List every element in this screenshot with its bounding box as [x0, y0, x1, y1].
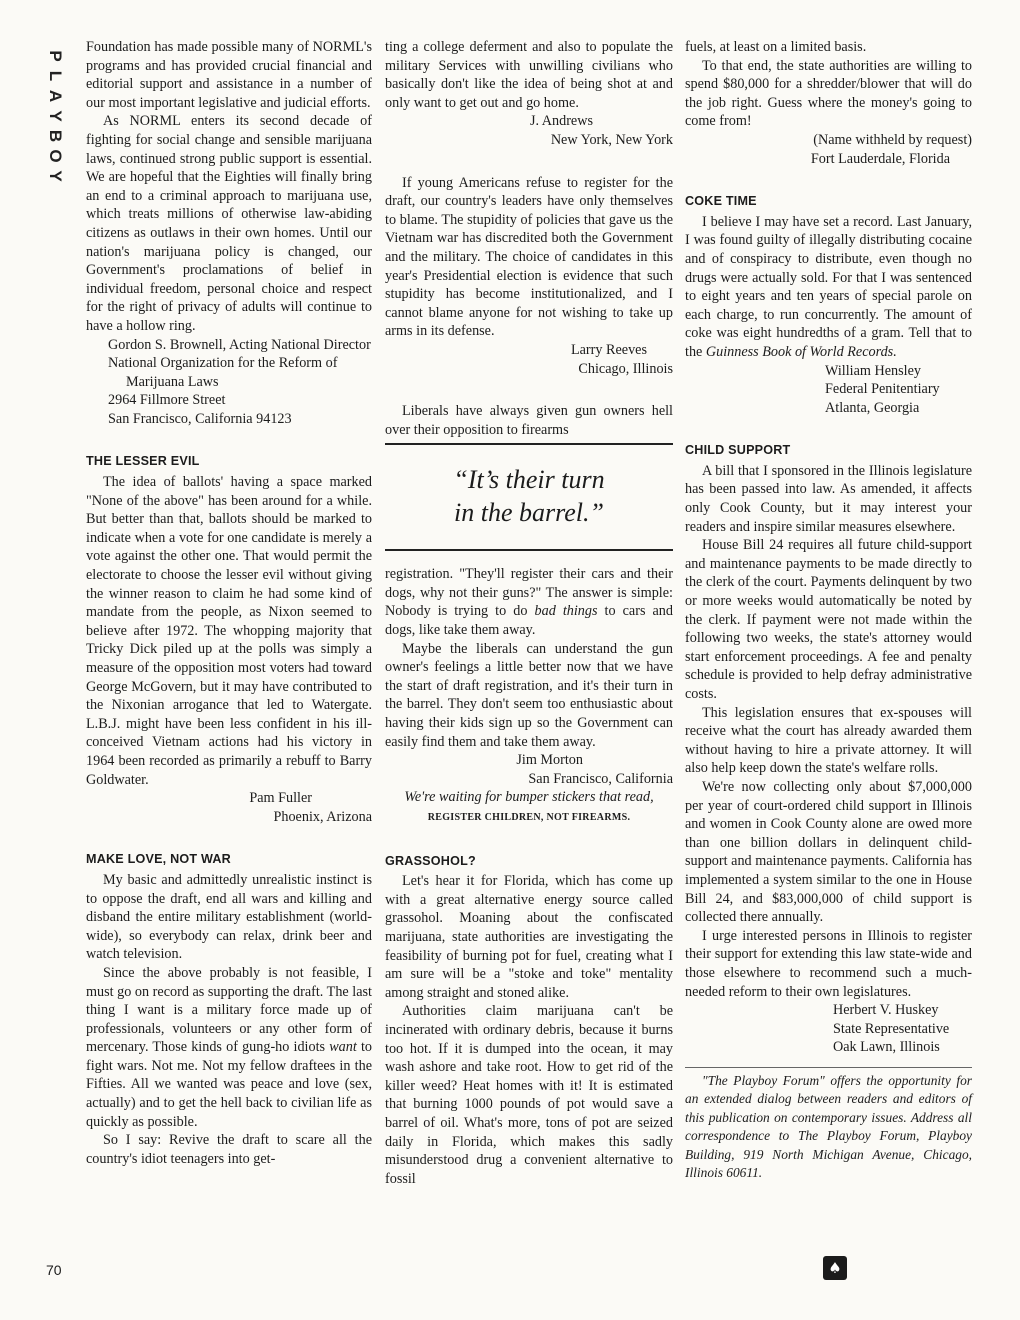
signature-block	[86, 336, 372, 429]
signature-line: Pam Fuller	[249, 790, 312, 807]
signature-block	[385, 112, 673, 149]
logo-letter: B	[46, 129, 65, 143]
letter-paragraph: Let's hear it for Florida, which has come up with a great alternative energy source called grassohol. Moaning about the confiscated marijuana, state authorities are investigating the feasibility of burning pot for fuel, creating what I am sure will be a "stoke and toke" mentality among straight and stoned alike.	[385, 873, 673, 1001]
letter-paragraph: Liberals have always given gun owners hell over their opposition to firearms	[385, 403, 673, 438]
letter-paragraph: registration. "They'll register their cars and their dogs, why not their guns?" The answer is simple: Nobody is trying to do bad things to cars and dogs, like take them away.	[385, 566, 673, 639]
signature-block	[685, 131, 972, 168]
letter-paragraph: Authorities claim marijuana can't be incinerated with ordinary debris, because it burns too hot. If it is dumped into the ocean, it may wash ashore and take root. How to get rid of the killer weed? Heat homes with it! It is estimated that burning 1000 pounds of pot would save a barrel of oil. What's more, tons of pot are seized daily in Florida, which makes this sadly misunderstood drug a convenient alternative to fossil	[385, 1003, 673, 1187]
letter-paragraph: I believe I may have set a record. Last January, I was found guilty of illegally distributing cocaine and of conspiracy to distribute, even though no drugs were actually sold. For that I was sentenced to eight years and ten years of special parole on each charge, to run concurrently. The amount of coke was eight hundredths of a gram. Tell that to the Guinness Book of World Records.	[685, 213, 972, 360]
signature-line: J. Andrews	[529, 113, 593, 130]
letter-paragraph: fuels, at least on a limited basis.	[685, 39, 867, 55]
signature-block	[385, 751, 673, 788]
editor-note: We're waiting for bumper stickers that read, REGISTER CHILDREN, NOT FIREARMS.	[404, 789, 654, 823]
letter-paragraph: To that end, the state authorities are willing to spend $80,000 for a shredder/blower that will do the job right. Guess where the money's going to come from!	[685, 57, 972, 130]
letter-paragraph: A bill that I sponsored in the Illinois legislature has been passed into law. As amended, it affects only Cook County, but it may interest your readers and inspire similar measures elsewhere.	[685, 462, 972, 535]
letter-paragraph: Foundation has made possible many of NORML's programs and has provided crucial financial and editorial support and assistance in a number of our most important legislative and judicial efforts.	[86, 39, 372, 111]
section-heading: CHILD SUPPORT	[685, 443, 791, 458]
section-heading: THE LESSER EVIL	[86, 454, 200, 469]
logo-letter: P	[46, 50, 65, 62]
letter-paragraph: I urge interested persons in Illinois to register their support for extending this law state-wide and those elsewhere to recommend such a much-needed reform to their own legislatures.	[685, 927, 972, 1000]
signature-line: Oak Lawn, Illinois	[833, 1039, 940, 1056]
signature-line: William Hensley	[825, 362, 921, 379]
column-1	[86, 38, 372, 1168]
letter-paragraph: The idea of ballots' having a space marked "None of the above" has been around for a while. But better than that, ballots should be marked to indicate when a vote for one candidate is merely a vote against the other one. That would permit the electorate to choose the lesser evil without giving the winner reason to claim he had some kind of mandate from the people, as Nixon seemed to believe after 1972. The whopping majority that Tricky Dick piled up at the polls was simply a measure of the opposition most voters had toward George McGovern, but it may have contributed to the Nixonian arrogance that led to Watergate. L.B.J. might have been less confident in his ill-conceived Vietnam actions had his victory in 1964 been recorded as primarily a rebuff to Barry Goldwater.	[86, 474, 372, 788]
signature-line: Phoenix, Arizona	[273, 808, 372, 825]
letter-paragraph: Since the above probably is not feasible, I must go on record as supporting the draft. The last thing I want is a military force made up of professionals, volunteers or any other form of mercenary. Those kinds of gung-ho idiots want to fight wars. Not me. Not my fellow draftees in the Fifties. All we wanted was peace and love (sex, actually) and to get the hell back to civilian life as quickly as possible.	[86, 964, 372, 1130]
rabbit-head-icon: ♠	[823, 1256, 847, 1280]
logo-letter: Y	[46, 170, 65, 182]
playboy-vertical-logo	[44, 46, 66, 206]
section-heading: COKE TIME	[685, 194, 757, 209]
signature-line: Fort Lauderdale, Florida	[810, 150, 950, 167]
signature-line: 2964 Fillmore Street	[108, 392, 226, 409]
letter-paragraph: ting a college deferment and also to populate the military Services with unwilling civilians who basically don't like the idea of being shot at and only want to get out and go home.	[385, 39, 673, 111]
logo-letter: Y	[46, 110, 65, 122]
letter-paragraph: If young Americans refuse to register for the draft, our country's leaders have only themselves to blame. The stupidity of policies that gave us the Vietnam war has discredited both the Government and the military. The choice of candidates in this year's Presidential election is evidence that such stupidity has become institutionalized, and I cannot blame anyone for not wishing to take up arms in its defense.	[385, 174, 673, 340]
logo-letter: L	[46, 70, 65, 82]
forum-footer-note: "The Playboy Forum" offers the opportunity for an extended dialog between readers and editors of this publication on contemporary issues. Address all correspondence to The Playboy Forum, Playboy Building, 919 North Michigan Avenue, Chicago, Illinois 60611.	[685, 1067, 972, 1182]
signature-line: Herbert V. Huskey	[833, 1002, 939, 1019]
signature-line: Atlanta, Georgia	[825, 399, 920, 416]
pull-quote-line: in the barrel.”	[454, 498, 604, 528]
signature-block	[685, 1001, 972, 1057]
signature-line: Gordon S. Brownell, Acting National Director	[108, 336, 371, 353]
logo-letter: O	[46, 149, 65, 163]
page-number: 70	[46, 1262, 62, 1278]
letter-paragraph: This legislation ensures that ex-spouses will receive what the court has already awarded them without having to hire a private attorney. It will also help keep down the state's welfare rolls.	[685, 704, 972, 777]
letter-paragraph: So I say: Revive the draft to scare all the country's idiot teenagers into get-	[86, 1132, 372, 1167]
signature-line: San Francisco, California	[528, 770, 673, 787]
letter-paragraph: Maybe the liberals can understand the gun owner's feelings a little better now that we have the start of draft registration, and it's their turn in the barrel. They don't seem too enthusiastic about having their kids sign up so the Government can easily find them and take them away.	[385, 640, 673, 750]
signature-line: Chicago, Illinois	[578, 360, 673, 377]
signature-block	[86, 789, 372, 826]
section-heading: MAKE LOVE, NOT WAR	[86, 852, 231, 867]
letter-paragraph: My basic and admittedly unrealistic instinct is to oppose the draft, end all wars and killing and disband the entire military establishment (world-wide), so everybody can relax, drink beer and watch television.	[86, 871, 372, 963]
signature-line: Jim Morton	[516, 752, 583, 769]
signature-line: (Name withheld by request)	[813, 131, 972, 148]
logo-letter: A	[46, 89, 65, 103]
column-3	[685, 38, 972, 1182]
signature-block	[385, 341, 673, 378]
letter-paragraph: House Bill 24 requires all future child-support and maintenance payments to be made directly to the clerk of the court. Payments delinquent by two or more weeks would automatically be noted by the clerk. If payment were not made within the following two weeks, the state's attorney would start enforcement proceedings. A fee and penalty schedule is provided to help defray administrative costs.	[685, 537, 972, 702]
column-2	[385, 38, 673, 1188]
letter-paragraph: We're now collecting only about $7,000,000 per year of court-ordered child support in Illinois and women in Cook County alone are owed more than one billion dollars in delinquent child-support and maintenance payments. California has implemented a system similar to the one in House Bill 24, and $83,000,000 of child support is collected there annually.	[685, 778, 972, 926]
pull-quote-line: “It’s their turn	[453, 465, 605, 495]
signature-line: National Organization for the Reform of Marijuana Laws	[108, 355, 338, 390]
signature-line: San Francisco, California 94123	[108, 410, 292, 427]
signature-line: State Representative	[833, 1020, 950, 1037]
section-heading: GRASSOHOL?	[385, 853, 476, 868]
signature-line: Federal Penitentiary	[825, 381, 940, 398]
pull-quote	[385, 443, 673, 551]
signature-line: New York, New York	[550, 131, 673, 148]
signature-line: Larry Reeves	[570, 341, 647, 358]
letter-paragraph: As NORML enters its second decade of fighting for social change and sensible marijuana laws, continued strong public support is essential. We are hopeful that the Eighties will finally bring an end to a criminal approach to marijuana use, which treats millions of otherwise law-abiding citizens as outlaws in their own homes. Until our nation's marijuana policy is changed, our Government's proclamations of belief in individual freedom, personal choice and respect for the right of privacy of adults will continue to have a hollow ring.	[86, 113, 372, 334]
signature-block	[685, 362, 972, 418]
